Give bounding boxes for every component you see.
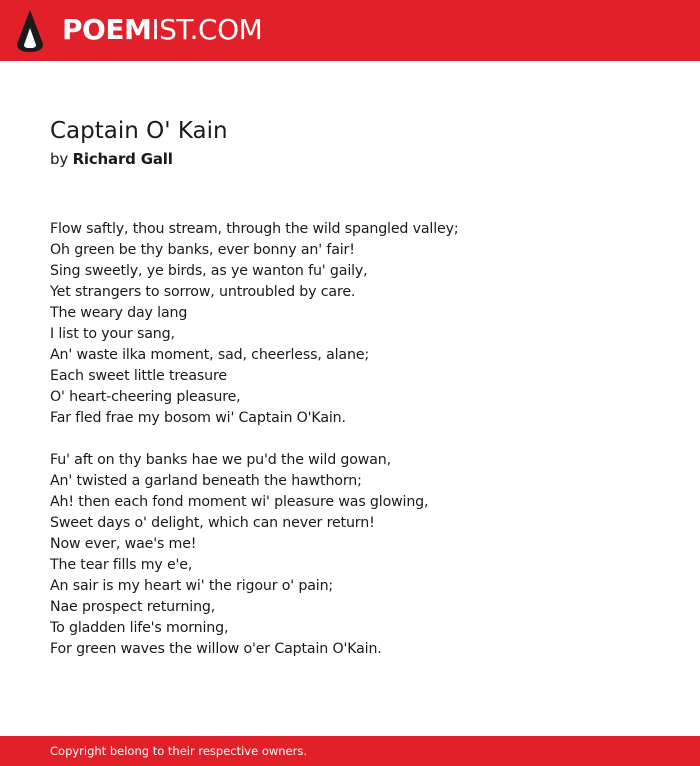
stanza (50, 219, 670, 429)
logo-light-text: IST.COM (151, 13, 263, 46)
site-footer (0, 736, 700, 766)
poem-line: Flow saftly, thou stream, through the wild spangled valley; (50, 221, 459, 237)
copyright-notice: Copyright belong to their respective owners. (50, 744, 308, 758)
by-label: by (50, 150, 68, 168)
poem-line: O' heart-cheering pleasure, (50, 389, 241, 405)
poem-line: I list to your sang, (50, 326, 175, 342)
poem-line: The tear fills my e'e, (50, 557, 193, 573)
poem-line: Now ever, wae's me! (50, 536, 197, 552)
poem-line: Each sweet little treasure (50, 368, 227, 384)
poem-line: Yet strangers to sorrow, untroubled by care. (50, 284, 356, 300)
site-logo[interactable] (62, 12, 262, 48)
poem-line: An' waste ilka moment, sad, cheerless, alane; (50, 347, 370, 363)
poem-line: Oh green be thy banks, ever bonny an' fair! (50, 242, 355, 258)
poem-line: Sweet days o' delight, which can never return! (50, 515, 375, 531)
poem-body (50, 219, 670, 681)
logo-bold-text: POEM (62, 13, 152, 46)
poem-line: An' twisted a garland beneath the hawthorn; (50, 473, 362, 489)
poem-line: An sair is my heart wi' the rigour o' pain; (50, 578, 334, 594)
poem-line: Fu' aft on thy banks hae we pu'd the wild gowan, (50, 452, 392, 468)
poem-line: Far fled frae my bosom wi' Captain O'Kain. (50, 410, 346, 426)
poem-line: The weary day lang (50, 305, 188, 321)
byline (50, 148, 173, 170)
site-header (0, 0, 700, 61)
author-name: Richard Gall (72, 150, 173, 168)
poem-line: Nae prospect returning, (50, 599, 216, 615)
poem-title: Captain O' Kain (50, 118, 228, 144)
poem-line: Ah! then each fond moment wi' pleasure was glowing, (50, 494, 429, 510)
poem-line: For green waves the willow o'er Captain O'Kain. (50, 641, 382, 657)
poem-line: Sing sweetly, ye birds, as ye wanton fu' gaily, (50, 263, 368, 279)
stanza (50, 450, 670, 660)
pencil-tip-icon[interactable] (17, 10, 43, 52)
poem-line: To gladden life's morning, (50, 620, 229, 636)
